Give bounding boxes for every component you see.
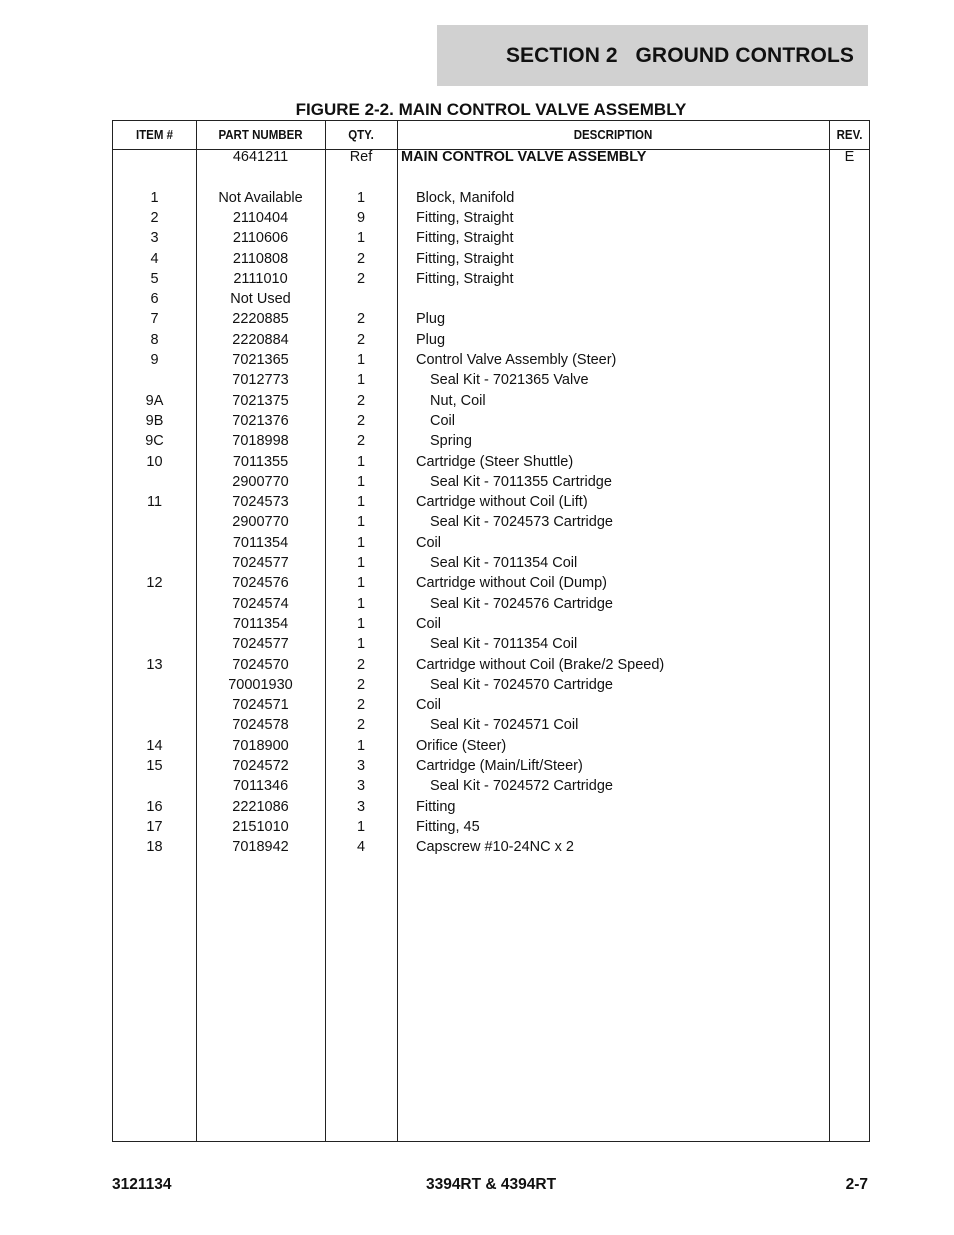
- section-banner: [437, 25, 868, 86]
- qty-cell: 1: [356, 737, 366, 754]
- item-cell: 18: [146, 839, 163, 856]
- qty-cell: 1: [356, 575, 366, 592]
- table-row: [113, 738, 869, 758]
- parts-table: [112, 120, 870, 1142]
- header-rev: REV.: [836, 128, 863, 142]
- qty-cell: 2: [356, 656, 366, 673]
- qty-cell: 1: [356, 534, 366, 551]
- table-row: [113, 413, 869, 433]
- description-cell: Cartridge without Coil (Dump): [416, 575, 607, 592]
- table-row: [113, 271, 869, 291]
- header-item: ITEM #: [135, 128, 174, 142]
- footer-page-number: 2-7: [845, 1176, 868, 1193]
- item-cell: 14: [146, 737, 163, 754]
- description-cell: Orifice (Steer): [416, 737, 507, 754]
- description-cell: Seal Kit - 7024576 Cartridge: [430, 595, 613, 612]
- footer-model: 3394RT & 4394RT: [425, 1176, 557, 1193]
- item-cell: 13: [146, 656, 163, 673]
- table-row: [113, 657, 869, 677]
- part-number-cell: 7011354: [232, 615, 289, 632]
- table-row: [113, 636, 869, 656]
- description-cell: Plug: [416, 311, 446, 328]
- qty-cell: 1: [356, 514, 366, 531]
- item-cell: 17: [146, 818, 163, 835]
- qty-cell: Ref: [349, 149, 373, 165]
- item-cell: 16: [146, 798, 163, 815]
- qty-cell: 1: [356, 352, 366, 368]
- item-cell: 9C: [145, 433, 164, 450]
- qty-cell: 2: [356, 250, 366, 267]
- description-cell: Cartridge without Coil (Brake/2 Speed): [416, 656, 665, 673]
- item-cell: 12: [146, 575, 163, 592]
- qty-cell: 1: [356, 595, 366, 612]
- part-number-cell: 7021375: [232, 392, 289, 409]
- table-row: [113, 251, 869, 271]
- rev-cell: E: [844, 149, 855, 165]
- part-number-cell: 2220885: [232, 311, 289, 328]
- description-cell: Fitting, Straight: [416, 230, 514, 247]
- table-row: [113, 230, 869, 250]
- description-cell: MAIN CONTROL VALVE ASSEMBLY: [401, 149, 647, 165]
- part-number-cell: 7024577: [232, 636, 289, 653]
- qty-cell: 3: [356, 778, 366, 795]
- table-row: [113, 311, 869, 331]
- table-row: [113, 291, 869, 311]
- part-number-cell: 2110404: [232, 209, 289, 226]
- table-row: [113, 332, 869, 352]
- table-row: [113, 758, 869, 778]
- table-row: [113, 819, 869, 839]
- description-cell: Block, Manifold: [416, 189, 515, 206]
- part-number-cell: 2110606: [232, 230, 289, 247]
- description-cell: Seal Kit - 7024573 Cartridge: [430, 514, 613, 531]
- description-cell: Control Valve Assembly (Steer): [416, 352, 617, 368]
- table-row: [113, 677, 869, 697]
- table-row: [113, 454, 869, 474]
- table-row: [113, 717, 869, 737]
- item-cell: 2: [150, 209, 159, 226]
- table-row: [113, 616, 869, 636]
- part-number-cell: 7024572: [232, 758, 289, 774]
- header-part-number: PART NUMBER: [218, 128, 303, 142]
- part-number-cell: 4641211: [232, 149, 289, 165]
- table-row: [113, 393, 869, 413]
- header-qty: QTY.: [348, 128, 374, 142]
- table-row: [113, 778, 869, 798]
- item-cell: 3: [150, 230, 159, 247]
- description-cell: Capscrew #10-24NC x 2: [416, 839, 574, 856]
- qty-cell: 1: [356, 473, 366, 490]
- description-cell: Coil: [416, 697, 441, 714]
- description-cell: Seal Kit - 7011354 Coil: [430, 636, 578, 653]
- table-row: [113, 494, 869, 514]
- part-number-cell: Not Used: [230, 291, 291, 308]
- qty-cell: 1: [356, 453, 366, 470]
- part-number-cell: 2220884: [232, 331, 289, 348]
- qty-cell: 1: [356, 818, 366, 835]
- description-cell: Spring: [430, 433, 472, 450]
- item-cell: 4: [150, 250, 159, 267]
- part-number-cell: 7024571: [232, 697, 289, 714]
- part-number-cell: 2111010: [233, 270, 288, 287]
- qty-cell: 3: [356, 798, 366, 815]
- part-number-cell: 2900770: [232, 514, 289, 531]
- item-cell: 9: [150, 352, 159, 368]
- table-row: [113, 799, 869, 819]
- qty-cell: 2: [356, 331, 366, 348]
- item-cell: 10: [146, 453, 163, 470]
- table-row: [113, 514, 869, 534]
- item-cell: 9B: [145, 412, 164, 429]
- qty-cell: 1: [356, 494, 366, 511]
- qty-cell: 2: [356, 697, 366, 714]
- qty-cell: 4: [356, 839, 366, 856]
- qty-cell: 2: [356, 412, 366, 429]
- part-number-cell: 2110808: [232, 250, 289, 267]
- item-cell: 8: [150, 331, 159, 348]
- qty-cell: 1: [356, 636, 366, 653]
- item-cell: 5: [150, 270, 159, 287]
- table-row: [113, 839, 869, 859]
- part-number-cell: 7018998: [232, 433, 289, 450]
- figure-title: FIGURE 2-2. MAIN CONTROL VALVE ASSEMBLY: [295, 100, 687, 119]
- description-cell: Seal Kit - 7024571 Coil: [430, 717, 579, 734]
- part-number-cell: 7024570: [232, 656, 289, 673]
- description-cell: Seal Kit - 7011354 Coil: [430, 555, 578, 571]
- header-description: DESCRIPTION: [573, 128, 653, 142]
- qty-cell: 2: [356, 270, 366, 287]
- description-cell: Nut, Coil: [430, 392, 486, 409]
- part-number-cell: 7011354: [232, 534, 289, 551]
- table-row: [113, 555, 869, 575]
- footer-doc-number: 3121134: [112, 1176, 172, 1193]
- part-number-cell: 2900770: [232, 473, 289, 490]
- qty-cell: 2: [356, 717, 366, 734]
- table-row: [113, 697, 869, 717]
- table-row: [113, 596, 869, 616]
- part-number-cell: 7024577: [232, 555, 289, 571]
- item-cell: 1: [150, 189, 159, 206]
- part-number-cell: 7024576: [232, 575, 289, 592]
- part-number-cell: Not Available: [218, 189, 303, 206]
- part-number-cell: 70001930: [228, 676, 293, 693]
- qty-cell: 1: [356, 189, 366, 206]
- qty-cell: 3: [356, 758, 366, 774]
- item-cell: 11: [146, 494, 163, 511]
- item-cell: 9A: [145, 392, 164, 409]
- qty-cell: 2: [356, 311, 366, 328]
- description-cell: Cartridge (Steer Shuttle): [416, 453, 574, 470]
- description-cell: Coil: [416, 534, 441, 551]
- description-cell: Seal Kit - 7021365 Valve: [430, 372, 589, 389]
- table-row: [113, 372, 869, 392]
- item-cell: 7: [150, 311, 159, 328]
- description-cell: Seal Kit - 7024572 Cartridge: [430, 778, 613, 795]
- part-number-cell: 7024573: [232, 494, 289, 511]
- description-cell: Cartridge (Main/Lift/Steer): [416, 758, 583, 774]
- description-cell: Coil: [416, 615, 441, 632]
- description-cell: Coil: [430, 412, 455, 429]
- item-cell: 15: [146, 758, 163, 774]
- part-number-cell: 7012773: [232, 372, 289, 389]
- description-cell: Fitting, Straight: [416, 209, 514, 226]
- qty-cell: 1: [356, 555, 366, 571]
- description-cell: Fitting, Straight: [416, 250, 514, 267]
- qty-cell: 2: [356, 392, 366, 409]
- description-cell: Fitting, Straight: [416, 270, 514, 287]
- description-cell: Cartridge without Coil (Lift): [416, 494, 588, 511]
- qty-cell: 9: [356, 209, 366, 226]
- part-number-cell: 7018900: [232, 737, 289, 754]
- description-cell: Plug: [416, 331, 446, 348]
- qty-cell: 1: [356, 230, 366, 247]
- part-number-cell: 7021376: [232, 412, 289, 429]
- part-number-cell: 7024574: [232, 595, 289, 612]
- table-row: [113, 474, 869, 494]
- table-row: [113, 210, 869, 230]
- item-cell: 6: [150, 291, 159, 308]
- description-cell: Fitting, 45: [416, 818, 480, 835]
- table-row: [113, 190, 869, 210]
- description-cell: Seal Kit - 7011355 Cartridge: [430, 473, 612, 490]
- section-title: SECTION 2 GROUND CONTROLS: [505, 43, 854, 67]
- table-row: [113, 169, 869, 189]
- table-row: [113, 149, 869, 169]
- qty-cell: 2: [356, 676, 366, 693]
- qty-cell: 1: [356, 372, 366, 389]
- part-number-cell: 2221086: [232, 798, 289, 815]
- part-number-cell: 7024578: [232, 717, 289, 734]
- table-row: [113, 535, 869, 555]
- table-row: [113, 433, 869, 453]
- part-number-cell: 2151010: [232, 818, 289, 835]
- qty-cell: 1: [356, 615, 366, 632]
- table-row: [113, 575, 869, 595]
- description-cell: Fitting: [416, 798, 456, 815]
- description-cell: Seal Kit - 7024570 Cartridge: [430, 676, 613, 693]
- part-number-cell: 7011355: [232, 453, 289, 470]
- qty-cell: 2: [356, 433, 366, 450]
- part-number-cell: 7011346: [232, 778, 289, 795]
- part-number-cell: 7018942: [232, 839, 289, 856]
- part-number-cell: 7021365: [232, 352, 289, 368]
- table-row: [113, 352, 869, 372]
